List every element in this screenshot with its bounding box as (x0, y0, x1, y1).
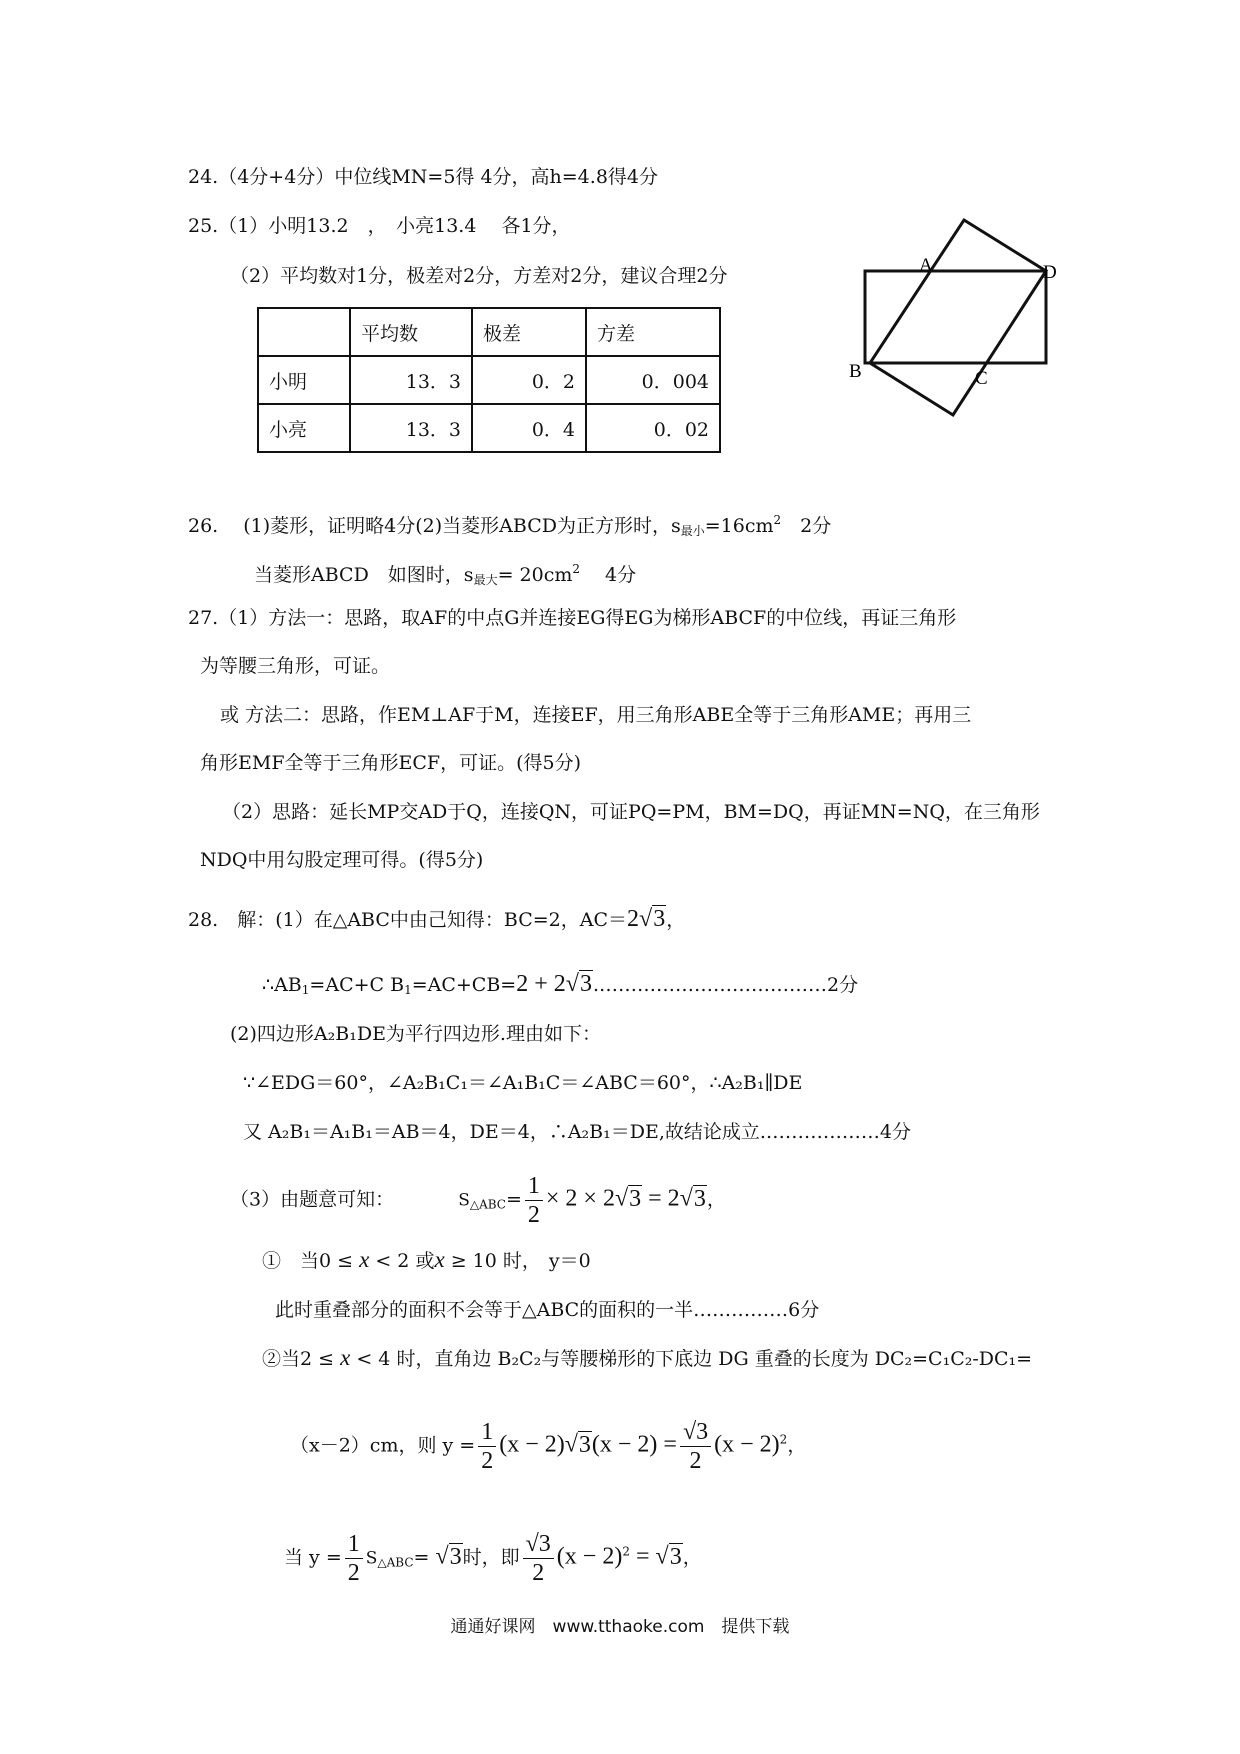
table-cell: 0．4 (472, 404, 586, 452)
q28-l6-fraction: $\frac{1}{2}$ (525, 1172, 543, 1229)
q28-l11-sub: △ABC (377, 1555, 414, 1570)
q28-l1-comma: ， (666, 909, 686, 931)
label-d: D (1043, 262, 1057, 283)
q26-subscript-min: 最小 (680, 524, 705, 538)
q28-l11-expr: (x − 2) (556, 1543, 623, 1570)
q26-line2-text: 当菱形ABCD 如图时，s (254, 564, 474, 586)
q28-line1 (188, 907, 685, 932)
q28-l11-comma: ， (682, 1546, 702, 1569)
q28-l6-s: S (458, 1190, 470, 1211)
q28-l11-s: S (365, 1548, 378, 1569)
label-b: B (849, 361, 862, 382)
q26-superscript: 2 (773, 513, 782, 527)
q27-line4: 角形EMF全等于三角形ECF，可证。(得5分) (200, 752, 582, 774)
q28-line4: ∵∠EDG＝60°，∠A₂B₁C₁＝∠A₁B₁C＝∠ABC＝60°，∴A₂B₁∥DE (243, 1072, 803, 1094)
table-row (258, 356, 720, 404)
q28-l2-text2: =AC+C B (309, 974, 405, 996)
q26-line2-area: = 20cm (497, 564, 573, 586)
q25-part2: （2）平均数对1分，极差对2分，方差对2分，建议合理2分 (230, 265, 728, 287)
q28-line11 (284, 1530, 702, 1587)
rectangle-shape (865, 271, 1046, 363)
rhombus-rectangle-diagram (845, 210, 1065, 425)
score-table (257, 307, 721, 453)
q28-l11-radical2: = √3 (629, 1543, 682, 1570)
q28-line10 (290, 1418, 806, 1475)
q26-line2-score: 4分 (580, 564, 637, 586)
q28-line7 (262, 1248, 591, 1273)
q28-line8: 此时重叠部分的面积不会等于△ABC的面积的一半……………6分 (275, 1299, 820, 1321)
q28-l11-text: 当 y = (284, 1546, 342, 1569)
q28-l2-sub1: 1 (301, 983, 310, 997)
q28-l2-sub2: 1 (404, 983, 412, 997)
q28-l11-fraction2: $\frac{√3}{2}$ (523, 1530, 554, 1587)
table-header-cell: 平均数 (350, 308, 472, 356)
q28-l1-text: 28. 解：(1）在△ABC中由己知得：BC=2，AC＝ (188, 909, 628, 931)
q28-l6-text: （3）由题意可知： (230, 1188, 395, 1211)
q27-line5: （2）思路：延长MP交AD于Q，连接QN，可证PQ=PM，BM=DQ，再证MN=NQ，在三角形 (222, 801, 1040, 823)
table-cell: 0．02 (586, 404, 720, 452)
q28-l2-text: ∴AB (262, 974, 302, 996)
table-cell: 小明 (258, 356, 350, 404)
label-a: A (919, 255, 933, 276)
q28-l11-radical: √3 (429, 1543, 462, 1570)
q26-line1-score: 2分 (781, 515, 832, 537)
q28-line6 (230, 1172, 726, 1229)
q28-line9 (262, 1346, 1032, 1371)
q28-l7-x2: x (434, 1247, 445, 1272)
q28-l10-text: （x－2）cm，则 y = (290, 1434, 476, 1457)
q27-line2: 为等腰三角形，可证。 (200, 655, 391, 677)
table-header-cell: 方差 (586, 308, 720, 356)
q28-l7-text3: ≥ 10 时， (444, 1250, 541, 1272)
q28-l10-sup: 2 (779, 1432, 788, 1447)
q24-line: 24.（4分+4分）中位线MN=5得 4分，高h=4.8得4分 (188, 166, 658, 188)
q28-l2-text3: =AC+CB= (411, 974, 517, 996)
table-header-cell: 极差 (472, 308, 586, 356)
q28-l9-text2: < 4 时，直角边 B₂C₂与等腰梯形的下底边 DG 重叠的长度为 DC₂=C₁C₂-DC₁= (350, 1348, 1033, 1370)
rhombus-shape (870, 220, 1046, 415)
q28-l6-sub: △ABC (469, 1197, 506, 1212)
q28-l11-sup: 2 (622, 1544, 630, 1559)
table-cell: 13．3 (350, 356, 472, 404)
q28-l7-x1: x (359, 1247, 370, 1272)
q28-l7-y: y＝0 (548, 1250, 591, 1272)
q28-l10-fraction1: $\frac{1}{2}$ (478, 1418, 496, 1475)
q28-l7-text: ① 当0 ≤ (262, 1250, 360, 1272)
q26-line2 (254, 557, 636, 592)
table-row (258, 404, 720, 452)
q28-l11-eq: = (413, 1546, 430, 1569)
q28-l6-expr: × 2 × 2√3 = 2√3 (545, 1185, 706, 1212)
q28-line3: (2)四边形A₂B₁DE为平行四边形.理由如下： (230, 1023, 601, 1045)
q28-l10-comma: ， (787, 1434, 807, 1457)
q27-line6: NDQ中用勾股定理可得。(得5分) (200, 849, 484, 871)
q28-l11-fraction1: $\frac{1}{2}$ (345, 1530, 363, 1587)
q26-line1-text: 26. (1)菱形，证明略4分(2)当菱形ABCD为正方形时，s (188, 515, 681, 537)
q26-subscript-max: 最大 (473, 573, 498, 587)
q28-l11-text2: 时，即 (462, 1546, 520, 1569)
q28-l6-comma: ， (706, 1188, 726, 1211)
q28-l2-radical: 2 + 2√3 (516, 971, 592, 997)
q28-l2-score: .………………………………2分 (592, 974, 859, 996)
table-header-row (258, 308, 720, 356)
q28-l1-radical: 2√3 (627, 906, 666, 932)
q26-line1 (188, 508, 831, 543)
label-c: C (975, 368, 988, 389)
q28-l10-fraction2: $\frac{√3}{2}$ (680, 1418, 711, 1475)
q26-superscript: 2 (572, 562, 581, 576)
q28-l7-text2: < 2 或 (369, 1250, 435, 1272)
table-cell: 小亮 (258, 404, 350, 452)
q25-part1: 25.（1）小明13.2 ， 小亮13.4 各1分， (188, 215, 571, 237)
table-header-cell (258, 308, 350, 356)
q26-line1-area: =16cm (704, 515, 774, 537)
table-cell: 13．3 (350, 404, 472, 452)
q28-line5: 又 A₂B₁＝A₁B₁＝AB＝4，DE＝4，∴A₂B₁＝DE,故结论成立.………………4分 (243, 1121, 912, 1143)
q27-line1: 27.（1）方法一：思路，取AF的中点G并连接EG得EG为梯形ABCF的中位线，再证三角形 (188, 607, 957, 629)
q28-l9-x: x (340, 1345, 351, 1370)
q28-l9-text: ②当2 ≤ (262, 1348, 341, 1370)
q27-line3: 或 方法二：思路，作EM⊥AF于M，连接EF，用三角形ABE全等于三角形AME；再用三 (220, 704, 972, 726)
q28-line2 (262, 972, 858, 1002)
table-cell: 0．004 (586, 356, 720, 404)
table-cell: 0．2 (472, 356, 586, 404)
q28-l6-eq: = (505, 1188, 522, 1211)
q28-l10-expr2: (x − 2) (714, 1431, 780, 1458)
page-footer: 通通好课网 www.tthaoke.com 提供下载 (450, 1617, 790, 1637)
q28-l10-expr: (x − 2)√3(x − 2) = (499, 1431, 677, 1458)
